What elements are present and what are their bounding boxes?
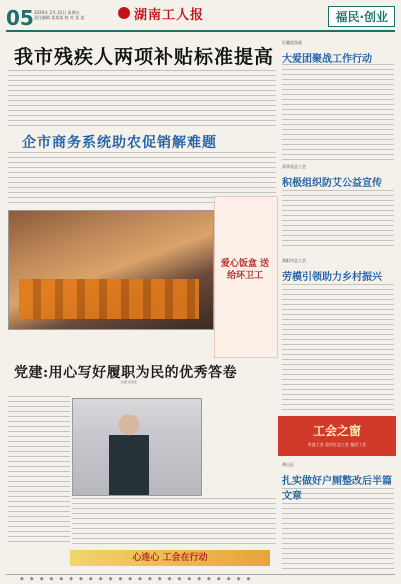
- union-window-subtitle: 市直工会 县市区总工会 基层工会: [307, 442, 367, 447]
- right-item3-body: [282, 284, 394, 412]
- editor-text: 责任编辑 某某某 校 对 某 某: [34, 15, 85, 20]
- right-item3-kicker: 浏阳市总工会: [282, 258, 306, 263]
- article3-body-left: [8, 396, 70, 546]
- right-item2-kicker: 清华县总工会: [282, 164, 306, 169]
- footer-rule: [6, 574, 395, 575]
- right-item1-body: [282, 64, 394, 160]
- dateline: [34, 10, 84, 20]
- footer-ornament: ◆◆◆◆◆◆◆◆◆◆◆◆◆◆◆◆◆◆◆◆◆◆◆◆: [20, 576, 257, 582]
- section-tag: 福民·创业: [328, 6, 395, 27]
- union-window-title: 工会之窗: [312, 424, 361, 438]
- right-item1-kicker: 打赢攻坚战: [282, 40, 302, 45]
- bottom-banner: 心连心 工会在行动: [70, 550, 270, 566]
- article2-headline: 企市商务系统助农促销解难题: [22, 135, 217, 151]
- sidebar-title: 爱心饭盒 送给环卫工: [220, 259, 270, 281]
- article3-body-bottom: [72, 498, 276, 546]
- article3-headline: 党建:用心写好履职为民的优秀答卷: [14, 365, 238, 381]
- page-number: 05: [6, 6, 34, 30]
- photo-person: [109, 415, 149, 495]
- logo-emblem-icon: [118, 7, 130, 19]
- right-item2-headline: 积极组织防艾公益宣传: [282, 178, 382, 189]
- right-item4-kicker: 黄山区: [282, 462, 294, 467]
- newspaper-name: 湖南工人报: [134, 7, 205, 23]
- right-item2-body: [282, 190, 394, 250]
- photo-crowd: [19, 279, 199, 319]
- date-text: 2020年 2月 21日 星期五: [34, 10, 80, 15]
- page-header: [0, 0, 401, 34]
- article3-byline: 文/图 某某某: [120, 380, 137, 384]
- article3-photo: [72, 398, 202, 496]
- main-article-body: [8, 70, 276, 126]
- article2-photo: [8, 210, 214, 330]
- newspaper-logo: [118, 4, 204, 22]
- right-item3-headline: 劳模引领助力乡村振兴: [282, 272, 382, 283]
- right-item4-body: [282, 488, 394, 570]
- right-item4-headline: 扎实做好户厕整改后半篇文章: [282, 476, 392, 502]
- header-rule: [6, 30, 395, 32]
- right-item1-headline: 大爱团聚战工作行动: [282, 54, 372, 65]
- main-headline: 我市残疾人两项补贴标准提高: [14, 46, 275, 68]
- union-window-banner: [278, 416, 396, 456]
